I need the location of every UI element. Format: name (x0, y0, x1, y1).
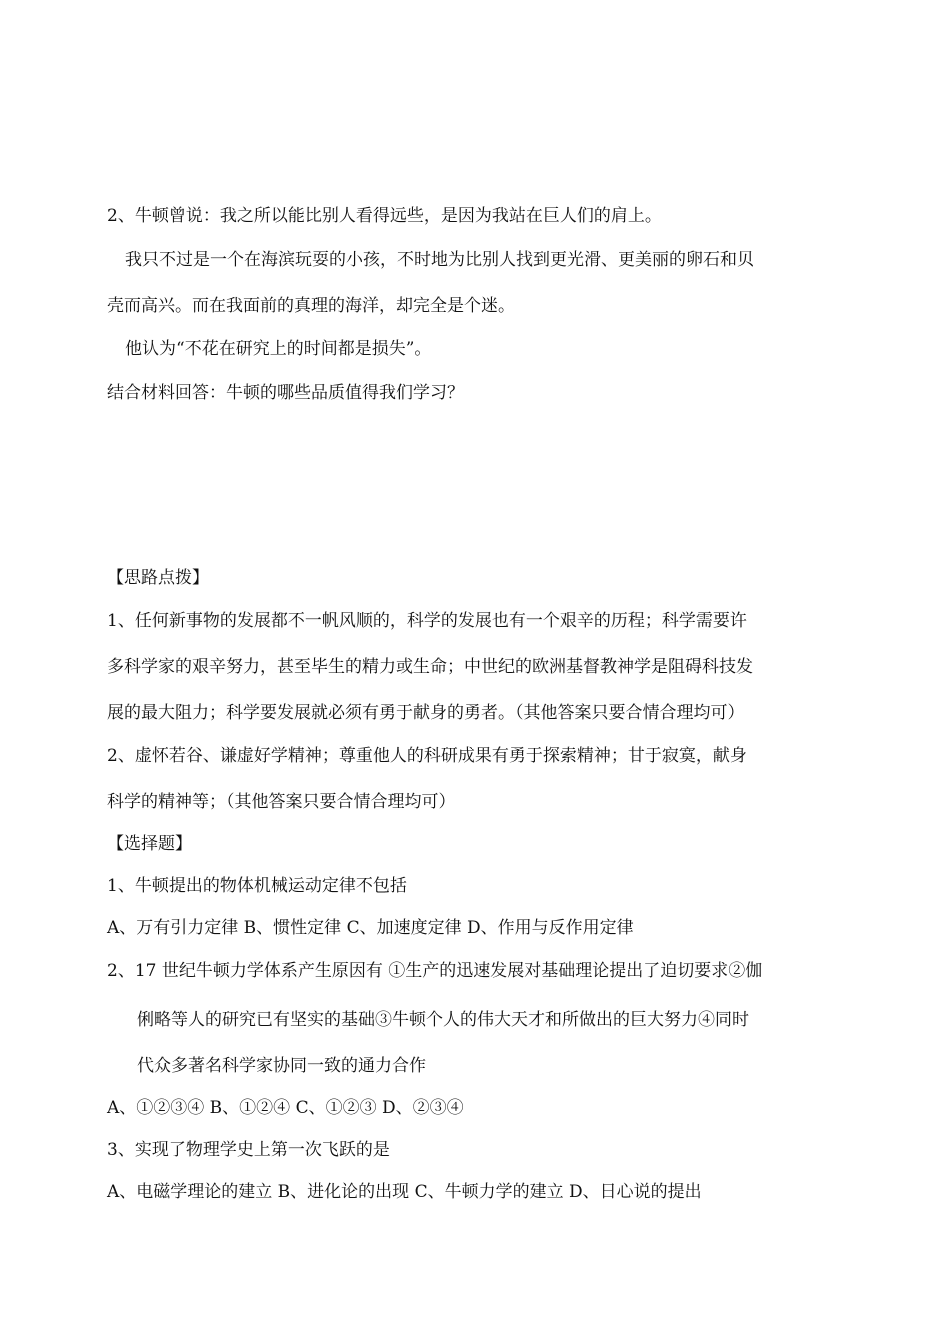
hint-answer-2-line-1: 2、虚怀若谷、谦虚好学精神；尊重他人的科研成果有勇于探索精神；甘于寂寞，献身 (107, 746, 747, 766)
hint-answer-1-line-3: 展的最大阻力；科学要发展就必须有勇于献身的勇者。（其他答案只要合情合理均可） (107, 703, 745, 723)
mcq-question-2-line-1: 2、17 世纪牛顿力学体系产生原因有 ①生产的迅速发展对基础理论提出了迫切要求②伽 (107, 961, 763, 981)
mcq-question-2-line-3: 代众多著名科学家协同一致的通力合作 (137, 1056, 426, 1076)
question-prompt: 结合材料回答：牛顿的哪些品质值得我们学习？ (107, 383, 464, 403)
newton-quote-2-line-2: 壳而高兴。而在我面前的真理的海洋，却完全是个迷。 (107, 296, 515, 316)
mcq-heading: 【选择题】 (107, 834, 192, 854)
mcq-question-2-options: A、①②③④ B、①②④ C、①②③ D、②③④ (107, 1098, 464, 1118)
hints-heading: 【思路点拨】 (107, 568, 209, 588)
hint-answer-1-line-2: 多科学家的艰辛努力，甚至毕生的精力或生命；中世纪的欧洲基督教神学是阻碍科技发 (107, 657, 753, 677)
mcq-question-3: 3、实现了物理学史上第一次飞跃的是 (107, 1140, 390, 1160)
newton-quote-3: 他认为“不花在研究上的时间都是损失”。 (125, 339, 432, 359)
mcq-question-1-options: A、万有引力定律 B、惯性定律 C、加速度定律 D、作用与反作用定律 (107, 918, 634, 938)
hint-answer-1-line-1: 1、任何新事物的发展都不一帆风顺的，科学的发展也有一个艰辛的历程；科学需要许 (107, 611, 747, 631)
newton-quote-2-line-1: 我只不过是一个在海滨玩耍的小孩，不时地为比别人找到更光滑、更美丽的卵石和贝 (125, 250, 754, 270)
newton-quote-1: 2、牛顿曾说：我之所以能比别人看得远些，是因为我站在巨人们的肩上。 (107, 206, 662, 226)
mcq-question-3-options: A、电磁学理论的建立 B、进化论的出现 C、牛顿力学的建立 D、日心说的提出 (107, 1182, 702, 1202)
hint-answer-2-line-2: 科学的精神等；（其他答案只要合情合理均可） (107, 792, 456, 812)
mcq-question-1: 1、牛顿提出的物体机械运动定律不包括 (107, 876, 407, 896)
mcq-question-2-line-2: 俐略等人的研究已有坚实的基础③牛顿个人的伟大天才和所做出的巨大努力④同时 (137, 1010, 749, 1030)
